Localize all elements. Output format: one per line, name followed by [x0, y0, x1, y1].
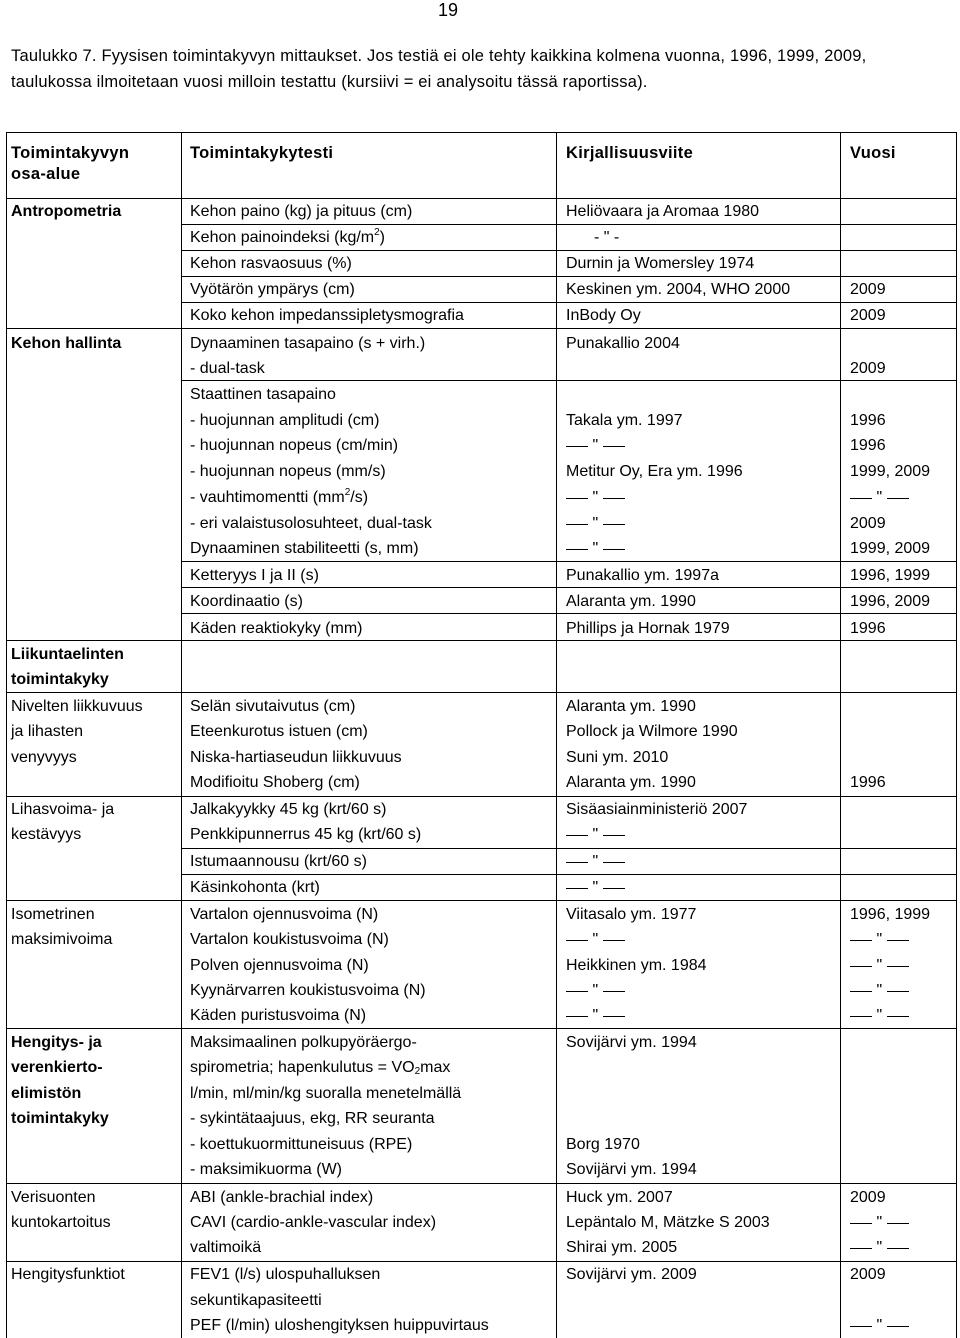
area-isometrinen-2: maksimivoima: [11, 931, 113, 948]
header-bottom-border: [6, 198, 956, 199]
test-abi: ABI (ankle-brachial index): [190, 1189, 374, 1206]
test-vartalon-ojennus: Vartalon ojennusvoima (N): [190, 906, 379, 923]
area-antropometria: Antropometria: [11, 203, 122, 220]
header-area-line1: Toimintakyvyn: [11, 144, 130, 162]
year: 1996: [850, 412, 886, 429]
test-sekuntikapasiteetti: sekuntikapasiteetti: [190, 1292, 322, 1309]
section-divider: [6, 1028, 956, 1029]
section-divider: [6, 640, 956, 641]
area-hengitysfunktiot: Hengitysfunktiot: [11, 1266, 125, 1283]
ref-huck: Huck ym. 2007: [566, 1189, 673, 1206]
year-ditto: ": [850, 1238, 909, 1258]
ref-pollock: Pollock ja Wilmore 1990: [566, 723, 738, 740]
test-fev1: FEV1 (l/s) ulospuhalluksen: [190, 1266, 381, 1283]
test-penkkipunnerrus: Penkkipunnerrus 45 kg (krt/60 s): [190, 826, 422, 843]
ref-sovijarvi-2009: Sovijärvi ym. 2009: [566, 1266, 697, 1283]
page-number: 19: [438, 0, 459, 20]
test-vauhtimomentti: - vauhtimomentti $(mm^2/s)$: [190, 487, 369, 506]
test-sykintataajuus: - sykintätaajuus, ekg, RR seuranta: [190, 1110, 435, 1127]
test-istumaannousu: Istumaannousu (krt/60 s): [190, 853, 367, 870]
test-dynaaminen-tasapaino: Dynaaminen tasapaino (s + virh.): [190, 335, 426, 352]
ref-borg: Borg 1970: [566, 1136, 640, 1153]
test-spirometria: spirometria; hapenkulutus = $VO_2\max$: [190, 1059, 451, 1077]
test-kasinkohonta: Käsinkohonta (krt): [190, 879, 320, 896]
area-hengitys-2: verenkierto-: [11, 1059, 103, 1076]
test-stabiliteetti: Dynaaminen stabiliteetti (s, mm): [190, 540, 419, 557]
test-staattinen: Staattinen tasapaino: [190, 386, 336, 403]
table-left-border: [6, 132, 7, 1338]
ref-ditto: ": [566, 825, 625, 845]
test-rasvaosuus: Kehon rasvaosuus (%): [190, 255, 352, 272]
header-reference: Kirjallisuusviite: [566, 144, 694, 162]
area-verisuonten-2: kuntokartoitus: [11, 1214, 111, 1231]
area-nivelten-3: venyvyys: [11, 749, 77, 766]
ref-heikkinen: Heikkinen ym. 1984: [566, 957, 707, 974]
ref-lepantalo: Lepäntalo M, Mätzke S 2003: [566, 1214, 770, 1231]
area-verisuonten: Verisuonten: [11, 1189, 96, 1206]
area-hengitys-3: elimistön: [11, 1085, 82, 1102]
ref-ditto: ": [566, 488, 625, 508]
test-ketteryys: Ketteryys I ja II (s): [190, 567, 319, 584]
year-ditto: ": [850, 981, 909, 1001]
test-koordinaatio: Koordinaatio (s): [190, 593, 303, 610]
year-ditto: ": [850, 930, 909, 950]
area-nivelten: Nivelten liikkuvuus: [11, 698, 143, 715]
year: 2009: [850, 360, 886, 377]
section-divider: [6, 328, 956, 329]
area-lihasvoima-2: kestävyys: [11, 826, 82, 843]
ref-punakallio-1997: Punakallio ym. 1997a: [566, 567, 719, 584]
year: 2009: [850, 515, 886, 532]
year-ditto: ": [850, 956, 909, 976]
test-eteenkurotus: Eteenkurotus istuen (cm): [190, 723, 368, 740]
year-ditto: ": [850, 1006, 909, 1026]
year: 1996, 2009: [850, 593, 931, 610]
year-ditto: ": [850, 488, 909, 508]
test-cavi: CAVI (cardio-ankle-vascular index): [190, 1214, 437, 1231]
section-divider: [6, 900, 956, 901]
test-valtimoika: valtimoikä: [190, 1239, 262, 1256]
test-nopeus-mm: - huojunnan nopeus (mm/s): [190, 463, 386, 480]
test-menetelma: l/min, ml/min/kg suoralla menetelmällä: [190, 1085, 462, 1102]
table-top-border: [6, 132, 956, 133]
year: 2009: [850, 1266, 886, 1283]
ref-metitur: Metitur Oy, Era ym. 1996: [566, 463, 743, 480]
year: 1996: [850, 620, 886, 637]
test-kyynarvarsi: Kyynärvarren koukistusvoima (N): [190, 982, 426, 999]
year: 1996: [850, 774, 886, 791]
ref-suni: Suni ym. 2010: [566, 749, 669, 766]
year: 1999, 2009: [850, 463, 931, 480]
ref-ditto: ": [566, 878, 625, 898]
test-jalkakyykky: Jalkakyykky 45 kg (krt/60 s): [190, 801, 387, 818]
year: 1996, 1999: [850, 906, 931, 923]
area-liikuntaelinten-2: toimintakyky: [11, 671, 109, 688]
test-shoberg: Modifioitu Shoberg (cm): [190, 774, 360, 791]
ref-ditto: ": [566, 436, 625, 456]
ref-takala: Takala ym. 1997: [566, 412, 683, 429]
header-separator-3: [840, 132, 841, 199]
section-divider: [6, 796, 956, 797]
year: 1996, 1999: [850, 567, 931, 584]
ref-sovijarvi-1994: Sovijärvi ym. 1994: [566, 1034, 697, 1051]
ref-ditto: ": [566, 930, 625, 950]
ref-phillips: Phillips ja Hornak 1979: [566, 620, 730, 637]
ref-ditto: ": [566, 539, 625, 559]
test-kaden-puristus: Käden puristusvoima (N): [190, 1007, 367, 1024]
test-pef: PEF (l/min) uloshengityksen huippuvirtaus: [190, 1317, 489, 1334]
year-ditto: ": [850, 1316, 909, 1336]
test-selan-sivutaivutus: Selän sivutaivutus (cm): [190, 698, 356, 715]
ref-viitasalo: Viitasalo ym. 1977: [566, 906, 697, 923]
area-lihasvoima: Lihasvoima- ja: [11, 801, 115, 818]
test-nopeus-cm: - huojunnan nopeus (cm/min): [190, 437, 399, 454]
area-nivelten-2: ja lihasten: [11, 723, 84, 740]
section-divider: [6, 1261, 956, 1262]
ref-ditto: ": [566, 1006, 625, 1026]
test-maksimikuorma: - maksimikuorma (W): [190, 1161, 342, 1178]
header-test: Toimintakykytesti: [190, 144, 334, 162]
test-polkupyoraergo: Maksimaalinen polkupyöräergo-: [190, 1034, 417, 1051]
header-area-line2: osa-alue: [11, 165, 81, 183]
test-reaktiokyky: Käden reaktiokyky (mm): [190, 620, 363, 637]
test-impedanssi: Koko kehon impedanssipletysmografia: [190, 307, 464, 324]
header-separator-1: [181, 132, 182, 199]
year: 2009: [850, 307, 886, 324]
ref-ditto: ": [566, 981, 625, 1001]
ref-alaranta: Alaranta ym. 1990: [566, 593, 696, 610]
area-hengitys: Hengitys- ja: [11, 1034, 102, 1051]
year: 1996: [850, 437, 886, 454]
ref-sisaasiain: Sisäasiainministeriö 2007: [566, 801, 748, 818]
ref-keskinen: Keskinen ym. 2004, WHO 2000: [566, 281, 791, 298]
ref-inbody: InBody Oy: [566, 307, 641, 324]
test-kehon-paino: Kehon paino (kg) ja pituus (cm): [190, 203, 413, 220]
test-valaistus: - eri valaistusolosuhteet, dual-task: [190, 515, 432, 532]
column-separator-area: [181, 198, 182, 1338]
column-separator-test: [556, 198, 557, 1338]
year-ditto: ": [850, 1213, 909, 1233]
test-rpe: - koettukuormittuneisuus (RPE): [190, 1136, 413, 1153]
ref-alaranta: Alaranta ym. 1990: [566, 774, 696, 791]
ref-heliovaara: Heliövaara ja Aromaa 1980: [566, 203, 760, 220]
ref-alaranta: Alaranta ym. 1990: [566, 698, 696, 715]
test-bmi: Kehon painoindeksi $(kg/m^2)$: [190, 227, 385, 246]
test-amplitudi: - huojunnan amplitudi (cm): [190, 412, 380, 429]
year: 2009: [850, 1189, 886, 1206]
header-area: [11, 143, 129, 185]
test-niska-hartia: Niska-hartiaseudun liikkuvuus: [190, 749, 402, 766]
section-divider: [6, 1183, 956, 1184]
ref-ditto: ": [566, 852, 625, 872]
table-right-border: [956, 132, 957, 1338]
area-kehon-hallinta: Kehon hallinta: [11, 335, 122, 352]
ref-ditto: - " -: [594, 229, 620, 246]
test-polven-ojennus: Polven ojennusvoima (N): [190, 957, 369, 974]
header-year: Vuosi: [850, 144, 896, 162]
year: 2009: [850, 281, 886, 298]
ref-shirai: Shirai ym. 2005: [566, 1239, 678, 1256]
ref-sovijarvi-1994: Sovijärvi ym. 1994: [566, 1161, 697, 1178]
table-caption: Taulukko 7. Fyysisen toimintakyvyn mittaukset. Jos testiä ei ole tehty kaikkina kolmena vuonna, 1996, 1999, 2009, taulukossa ilmoitetaan vuosi milloin testattu (kursiivi = ei analysoitu tässä raportissa).: [11, 47, 867, 91]
section-divider: [6, 692, 956, 693]
test-dual-task: - dual-task: [190, 360, 265, 377]
ref-durnin: Durnin ja Womersley 1974: [566, 255, 755, 272]
area-hengitys-4: toimintakyky: [11, 1110, 109, 1127]
area-isometrinen: Isometrinen: [11, 906, 95, 923]
year: 1999, 2009: [850, 540, 931, 557]
test-vyotaro: Vyötärön ympärys (cm): [190, 281, 355, 298]
ref-ditto: ": [566, 514, 625, 534]
test-vartalon-koukistus: Vartalon koukistusvoima (N): [190, 931, 389, 948]
header-separator-2: [556, 132, 557, 199]
area-liikuntaelinten: Liikuntaelinten: [11, 646, 124, 663]
ref-punakallio-2004: Punakallio 2004: [566, 335, 680, 352]
column-separator-ref: [840, 198, 841, 1338]
